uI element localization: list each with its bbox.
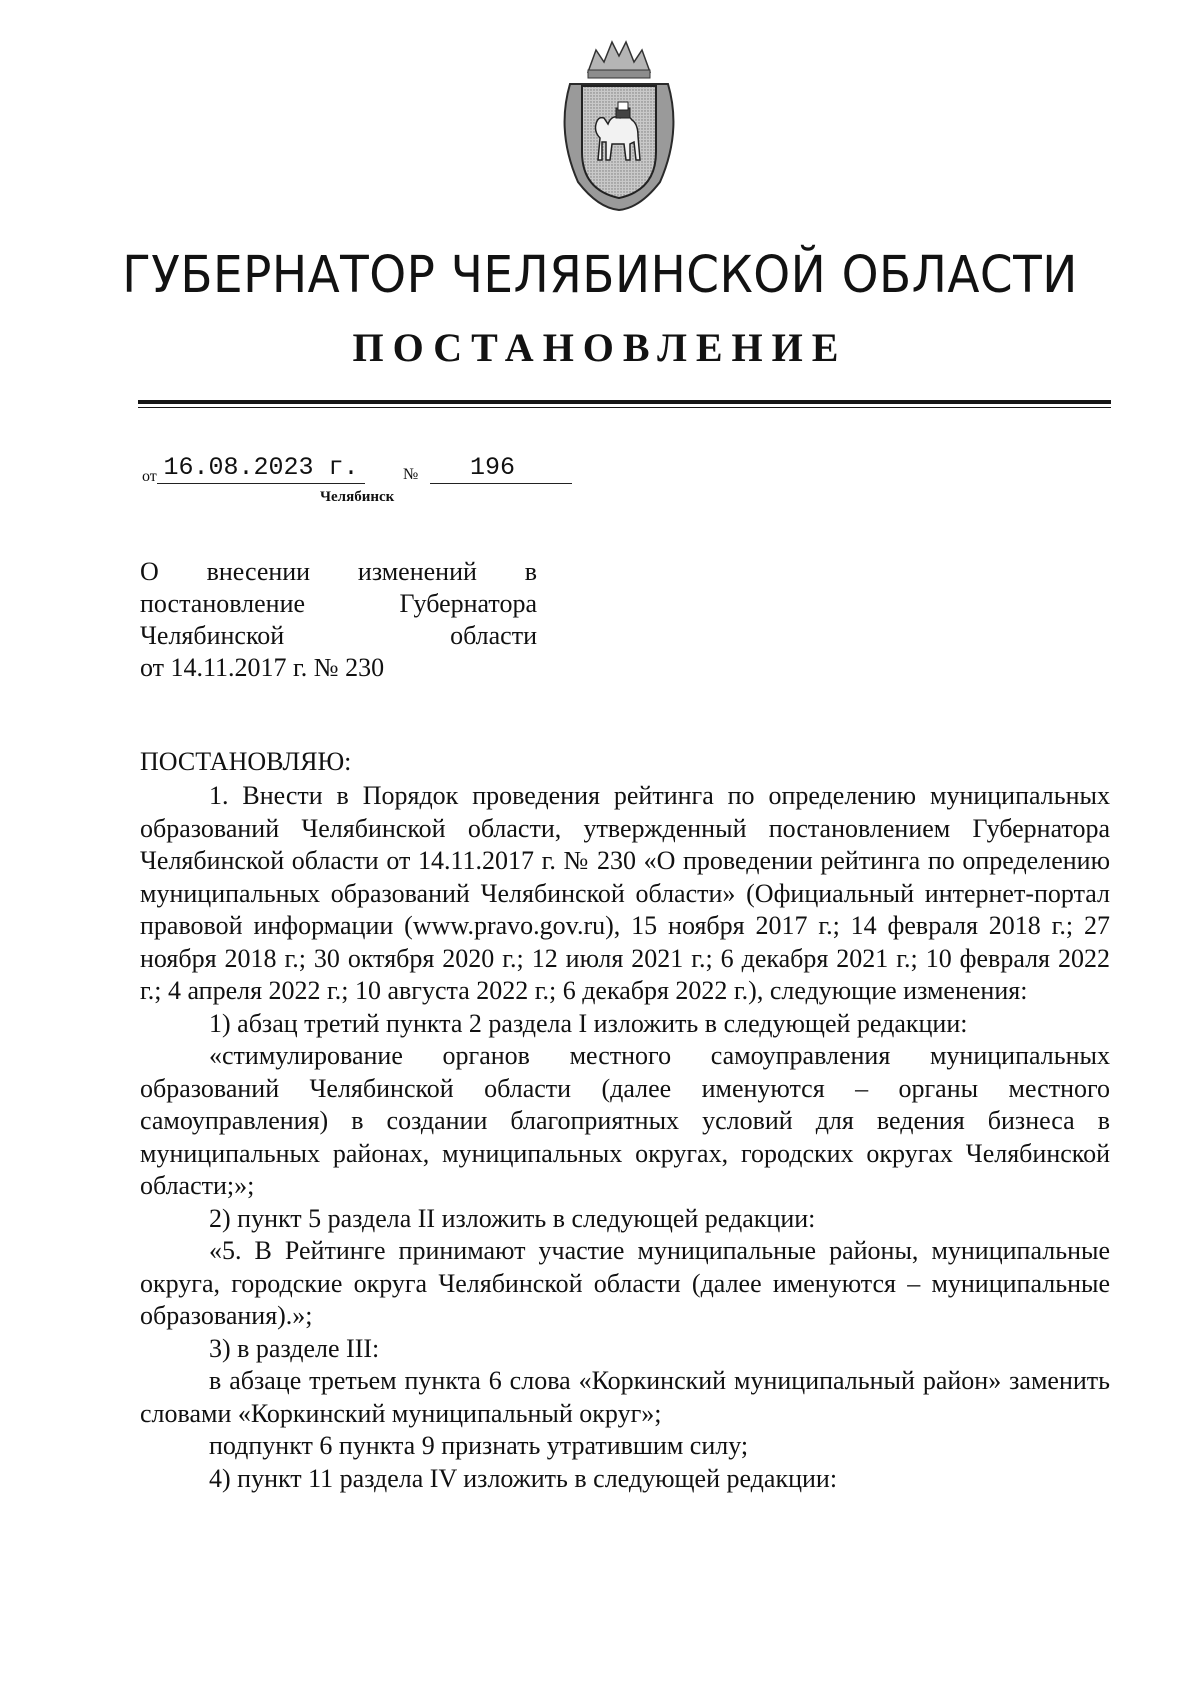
- document-number: 196: [430, 453, 572, 484]
- body-paragraph: «стимулирование органов местного самоуправления муниципальных образований Челябинской области (далее именуются – органы местного самоуправления) в создании благоприятных условий для ведения бизнеса в муниципальных районах, муниципальных округах, городских округах Челябинской области;»;: [140, 1041, 1110, 1200]
- header-divider-thick: [138, 400, 1111, 404]
- subject-line: О внесении изменений в: [140, 557, 537, 586]
- document-body: [140, 780, 1110, 1495]
- organization-title: ГУБЕРНАТОР ЧЕЛЯБИНСКОЙ ОБЛАСТИ: [122, 246, 1078, 305]
- number-sign: №: [403, 466, 419, 483]
- body-paragraph: в абзаце третьем пункта 6 слова «Коркинский муниципальный район» заменить словами «Коркинский муниципальный округ»;: [140, 1366, 1110, 1428]
- date-prefix: от: [142, 468, 157, 485]
- body-paragraph: 3) в разделе III:: [209, 1333, 380, 1363]
- body-paragraph: 4) пункт 11 раздела IV изложить в следующей редакции:: [209, 1463, 838, 1493]
- header-divider-thin: [138, 407, 1111, 408]
- body-paragraph: «5. В Рейтинге принимают участие муниципальные районы, муниципальные округа, городские округа Челябинской области (далее именуются – муниципальные образования).»;: [140, 1236, 1110, 1330]
- subject-line: Челябинской области: [140, 621, 537, 650]
- subject-line: постановление Губернатора: [140, 589, 537, 618]
- document-city: Челябинск: [320, 489, 395, 505]
- document-date: 16.08.2023 г.: [157, 453, 365, 484]
- body-paragraph: 1. Внести в Порядок проведения рейтинга по определению муниципальных образований Челябинской области, утвержденный постановлением Губернатора Челябинской области от 14.11.2017 г. № 230 «О проведении рейтинга по определению муниципальных образований Челябинской области» (Официальный интернет-портал правовой информации (www.pravo.gov.ru), 15 ноября 2017 г.; 14 февраля 2018 г.; 27 ноября 2018 г.; 30 октября 2020 г.; 12 июля 2021 г.; 6 декабря 2021 г.; 10 февраля 2022 г.; 4 апреля 2022 г.; 10 августа 2022 г.; 6 декабря 2022 г.), следующие изменения:: [140, 781, 1110, 1005]
- body-paragraph: 2) пункт 5 раздела II изложить в следующей редакции:: [209, 1203, 816, 1233]
- body-paragraph: 1) абзац третий пункта 2 раздела I изложить в следующей редакции:: [209, 1008, 968, 1038]
- document-type: ПОСТАНОВЛЕНИЕ: [352, 325, 848, 370]
- coat-of-arms-icon: [548, 32, 690, 214]
- document-subject: [140, 556, 537, 684]
- body-paragraph: подпункт 6 пункта 9 признать утратившим силу;: [209, 1431, 749, 1460]
- subject-line: от 14.11.2017 г. № 230: [140, 653, 385, 682]
- decree-word: ПОСТАНОВЛЯЮ:: [140, 747, 352, 776]
